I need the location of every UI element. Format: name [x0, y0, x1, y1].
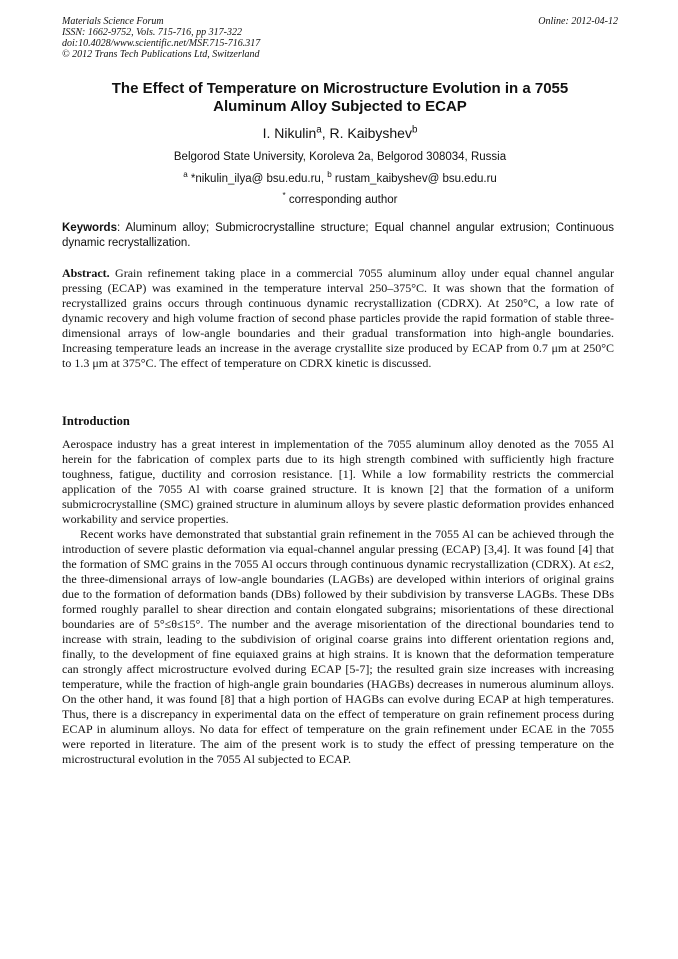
- keywords-label: Keywords: [62, 222, 117, 234]
- intro-paragraph-2: Recent works have demonstrated that substantial grain refinement in the 7055 Al can be achieved through the introduction of severe plastic deformation via equal-channel angular pressing (ECAP) [3,4]. It was found [4] that the formation of SMC grains in the 7055 Al occurs through continuous dynamic recrystallization (CDRX). At ε≤2, the three-dimensional arrays of low-angle boundaries (LAGBs) are developed within interiors of original grains due to the formation of deformation bands (DBs) followed by their subdivision by transverse LAGBs. These DBs formed roughly parallel to shear direction and contain elongated subgrains; misorientations of these directional boundaries are of 5°≤θ≤15°. The number and the average misorientation of the directional boundaries tend to increase with strain, leading to the subdivision of original coarse grains into different orientation regions and, finally, to the development of fine equiaxed grains at high strains. It is known that the deformation temperature can strongly affect microstructure evolved during ECAP [5-7]; the resulted grain size increases with increasing temperature, while the fraction of high-angle grain boundaries (HAGBs) decreases in numerous aluminum alloys. On the other hand, it was found [8] that a high portion of HAGBs can evolve during ECAP at high temperatures. Thus, there is a discrepancy in experimental data on the effect of temperature on grain refinement process during ECAP in aluminum alloys. No data for effect of temperature on the grain refinement under ECAE in the 7055 were reported in literature. The aim of the present work is to study the effect of pressing temperature on the microstructural evolution in the 7055 Al subjected to ECAP.: [62, 527, 614, 766]
- title-line-1: The Effect of Temperature on Microstructure Evolution in a 7055: [111, 80, 569, 97]
- author-emails: [62, 172, 618, 186]
- author-2-sup: b: [411, 124, 418, 136]
- author-separator: ,: [321, 125, 330, 141]
- journal-name: Materials Science Forum: [62, 16, 164, 27]
- email-a: *nikulin_ilya@ bsu.edu.ru,: [187, 173, 328, 185]
- issn-line: ISSN: 1662-9752, Vols. 715-716, pp 317-322: [62, 27, 242, 38]
- abstract-block: [62, 266, 614, 371]
- corresponding-text: corresponding author: [285, 194, 398, 206]
- introduction-body: [62, 437, 614, 767]
- corresponding-note: [62, 193, 618, 207]
- email-b: rustam_kaibyshev@ bsu.edu.ru: [331, 173, 497, 185]
- email-a-sup: a: [183, 170, 188, 180]
- paper-title: [62, 80, 618, 116]
- doi-line: doi:10.4028/www.scientific.net/MSF.715-716.317: [62, 38, 261, 49]
- author-1-sup: a: [316, 124, 322, 136]
- keywords-block: [62, 221, 614, 251]
- copyright-line: © 2012 Trans Tech Publications Ltd, Switzerland: [62, 49, 260, 60]
- affiliation: Belgorod State University, Koroleva 2a, Belgorod 308034, Russia: [173, 151, 507, 163]
- abstract-label: Abstract.: [62, 266, 110, 280]
- intro-paragraph-1: Aerospace industry has a great interest in implementation of the 7055 aluminum alloy denoted as the 7055 Al herein for the fabrication of complex parts due to its high strength combined with sufficiently high fracture toughness, fatigue, ductility and corrosion resistance. [1]. While a low formability restricts the commercial application of the 7055 Al with coarse grained structure. It is known [2] that the formation of a uniform submicrocrystalline (SMC) grained structure in aluminum alloys by severe plastic deformation provides enhanced workability and service properties.: [62, 437, 614, 526]
- email-b-sup: b: [327, 170, 332, 180]
- author-1: I. Nikulin: [262, 125, 317, 141]
- author-list: [62, 124, 618, 142]
- keywords-text: : Aluminum alloy; Submicrocrystalline structure; Equal channel angular extrusion; Continuous dynamic recrystallization.: [62, 222, 614, 249]
- author-2: R. Kaibyshev: [329, 125, 412, 141]
- title-line-2: Aluminum Alloy Subjected to ECAP: [213, 98, 467, 115]
- journal-header: [62, 16, 618, 60]
- introduction-heading: Introduction: [62, 414, 130, 428]
- online-date: Online: 2012-04-12: [538, 16, 618, 27]
- abstract-text: Grain refinement taking place in a commercial 7055 aluminum alloy under equal channel angular pressing (ECAP) was examined in the temperature interval 250–375°C. It was shown that the formation of recrystallized grains occurs through continuous dynamic recrystallization (CDRX). At 250°C, a low rate of dynamic recovery and high volume fraction of second phase particles provide the rapid formation of stable three-dimensional arrays of low-angle boundaries and their gradual transformation into high-angle boundaries. Increasing temperature leads an increase in the average crystallite size produced by ECAP from 0.7 μm at 250°C to 1.3 μm at 375°C. The effect of temperature on CDRX kinetic is discussed.: [62, 266, 614, 370]
- corresponding-star: *: [282, 191, 286, 201]
